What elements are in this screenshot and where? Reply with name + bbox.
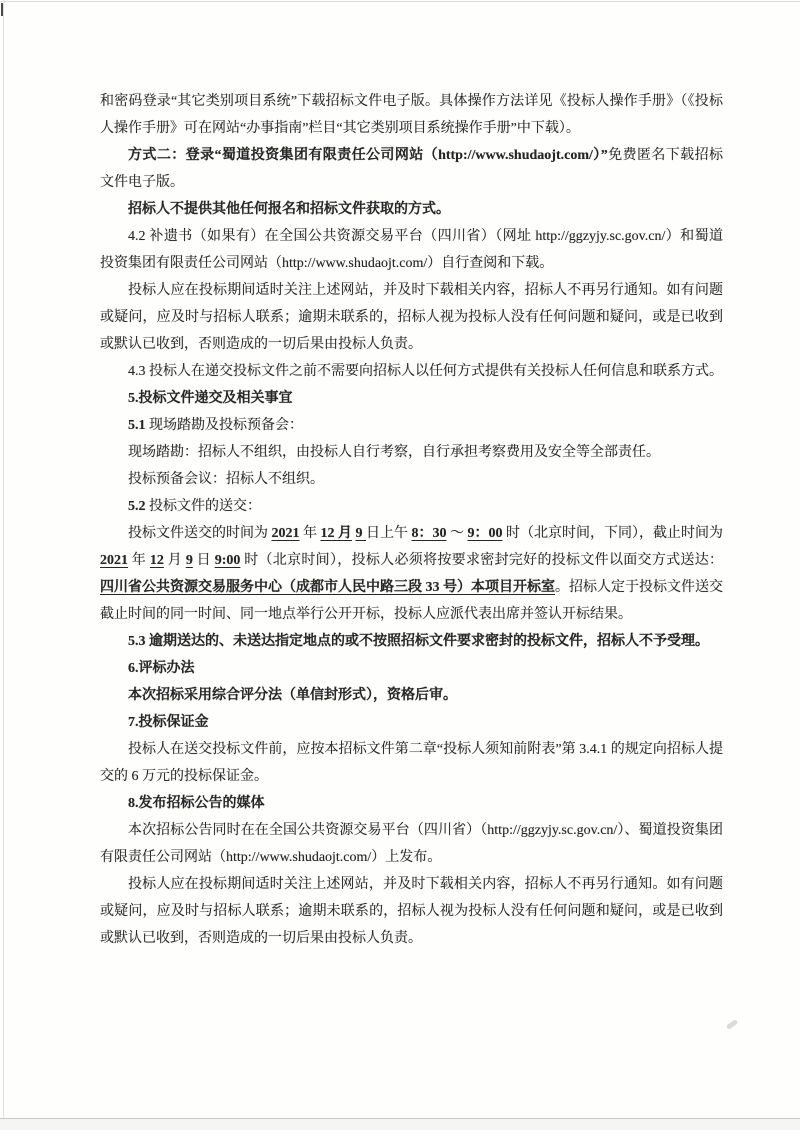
paragraph <box>100 385 723 412</box>
text-run: 9:00 <box>214 553 241 568</box>
text-run: 7.投标保证金 <box>128 715 209 730</box>
paragraph <box>100 871 723 952</box>
text-run: 本次招标采用综合评分法（单信封形式），资格后审。 <box>128 688 457 703</box>
scan-bottom-strip <box>0 1119 800 1130</box>
text-run: 四川省公共资源交易服务中心（成都市人民中路三段 33 号）本项目开标室 <box>100 580 555 595</box>
paragraph <box>100 709 723 736</box>
paragraph <box>100 736 723 790</box>
text-run: 和密码登录“其它类别项目系统”下载招标文件电子版。具体操作方法详见《投标人操作手册》（《投标人操作手册》可在网站“办事指南”栏目“其它类别项目系统操作手册”中下载）。 <box>100 94 723 136</box>
paragraph <box>100 790 723 817</box>
text-run: 时（北京时间），投标人必须将按要求密封完好的投标文件以面交方式送达： <box>240 553 724 568</box>
scan-edge-left-line <box>3 0 4 1118</box>
text-run: 8：30 <box>411 526 447 541</box>
text-run: 投标文件的送交： <box>149 499 261 514</box>
text-run: 5.1 <box>128 418 149 433</box>
paragraph <box>100 655 723 682</box>
document-body <box>100 88 723 952</box>
text-run: 投标预备会议：招标人不组织。 <box>128 472 324 487</box>
text-run: 日上午 <box>366 526 412 541</box>
text-run: 9：00 <box>467 526 503 541</box>
text-run: 时（北京时间，下同），截止时间为 <box>502 526 723 541</box>
paragraph <box>100 817 723 871</box>
text-run: 投标文件送交的时间为 <box>128 526 272 541</box>
text-run: 现场踏勘及投标预备会： <box>149 418 303 433</box>
text-run: 2021 <box>100 553 128 568</box>
text-run: 月 <box>163 553 186 568</box>
text-run: 日 <box>192 553 215 568</box>
paragraph <box>100 142 723 196</box>
text-run: 现场踏勘：招标人不组织，由投标人自行考察，自行承担考察费用及安全等全部责任。 <box>128 445 660 460</box>
paragraph <box>100 466 723 493</box>
text-run: 6.评标办法 <box>128 661 195 676</box>
text-run: 9 <box>355 526 366 541</box>
text-run: 。招标人定于投标文件送交截止时间的同一时间、同一地点举行公开开标，投标人应派代表出席并签认开标结果。 <box>100 580 723 622</box>
text-run: 投标人应在投标期间适时关注上述网站，并及时下载相关内容，招标人不再另行通知。如有问题或疑问，应及时与招标人联系；逾期未联系的，招标人视为投标人没有任何问题和疑问，或是已收到或默认已收到，否则造成的一切后果由投标人负责。 <box>100 283 723 352</box>
text-run: 5.2 <box>128 499 149 514</box>
paragraph <box>100 358 723 385</box>
paragraph <box>100 520 723 628</box>
text-run: 9 <box>185 553 193 568</box>
text-run: ～ <box>446 526 468 541</box>
text-run: 5.3 逾期送达的、未送达指定地点的或不按照招标文件要求密封的投标文件，招标人不予受理。 <box>128 634 709 649</box>
text-run: 方式二：登录“蜀道投资集团有限责任公司网站（http://www.shudaojt.com/）” <box>128 148 608 163</box>
paragraph <box>100 88 723 142</box>
paragraph <box>100 277 723 358</box>
paragraph <box>100 196 723 223</box>
paragraph <box>100 682 723 709</box>
paragraph <box>100 412 723 439</box>
paragraph <box>100 223 723 277</box>
text-run: 12 月 <box>320 526 352 541</box>
text-run: 8.发布招标公告的媒体 <box>128 796 265 811</box>
scan-edge-top-line <box>0 1 800 2</box>
text-run: 2021 <box>271 526 300 541</box>
text-run: 投标人在送交投标文件前，应按本招标文件第二章“投标人须知前附表”第 3.4.1 的规定向招标人提交的 6 万元的投标保证金。 <box>100 742 723 784</box>
paragraph <box>100 493 723 520</box>
paragraph <box>100 439 723 466</box>
paragraph <box>100 628 723 655</box>
scan-corner-mark <box>1 3 3 16</box>
text-run: 免费匿名下载招标文件电子版。 <box>100 148 724 190</box>
text-run: 5.投标文件递交及相关事宜 <box>128 391 293 406</box>
text-run: 4.2 补遗书（如果有）在全国公共资源交易平台（四川省）（网址 http://ggzyjy.sc.gov.cn/）和蜀道投资集团有限责任公司网站（http://www.shudaojt.com/）自行查阅和下载。 <box>100 229 723 271</box>
text-run: 招标人不提供其他任何报名和招标文件获取的方式。 <box>128 202 450 217</box>
text-run: 本次招标公告同时在在全国公共资源交易平台（四川省）（http://ggzyjy.sc.gov.cn/）、蜀道投资集团有限责任公司网站（http://www.shudaojt.com/）上发布。 <box>100 823 723 865</box>
text-run: 年 <box>299 526 321 541</box>
text-run: 投标人应在投标期间适时关注上述网站，并及时下载相关内容，招标人不再另行通知。如有问题或疑问，应及时与招标人联系；逾期未联系的，招标人视为投标人没有任何问题和疑问，或是已收到或默认已收到，否则造成的一切后果由投标人负责。 <box>100 877 723 946</box>
text-run: 年 <box>128 553 150 568</box>
text-run: 12 <box>149 553 164 568</box>
text-run: 4.3 投标人在递交投标文件之前不需要向招标人以任何方式提供有关投标人任何信息和联系方式。 <box>128 364 723 379</box>
scan-smudge <box>726 1019 739 1030</box>
